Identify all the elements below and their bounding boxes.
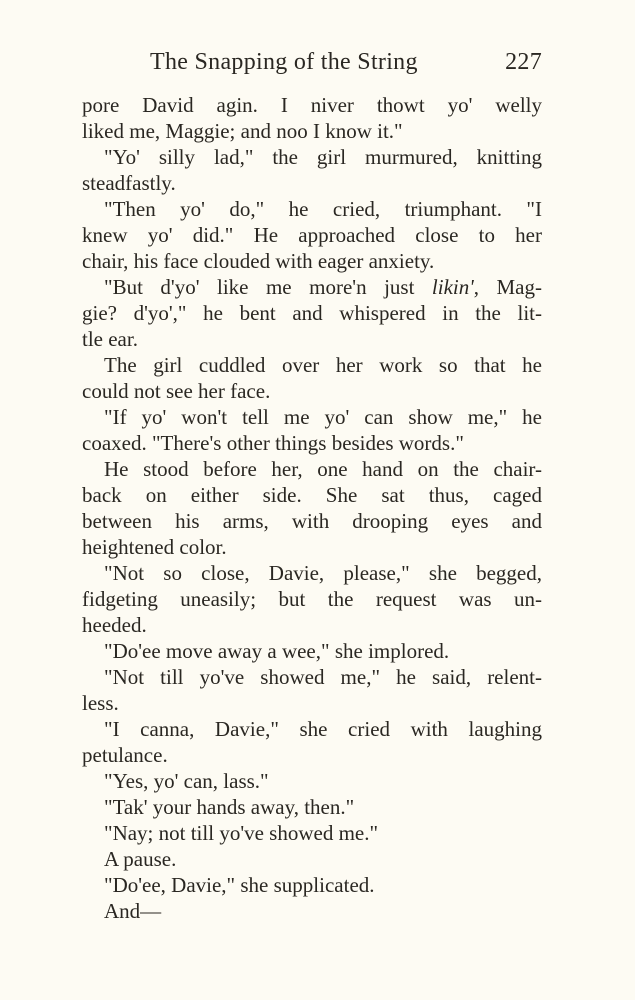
text-line: "Then yo' do," he cried, triumphant. "I: [104, 197, 542, 221]
text-line: "Not till yo've showed me," he said, relent-: [104, 665, 542, 689]
text-line: petulance.: [82, 743, 168, 767]
text-line: back on either side. She sat thus, caged: [82, 483, 542, 507]
text-line: pore David agin. I niver thowt yo' welly: [82, 93, 542, 117]
paragraph: [82, 768, 542, 794]
text-line: steadfastly.: [82, 171, 176, 195]
text-line: He stood before her, one hand on the chair-: [104, 457, 542, 481]
text-line: knew yo' did." He approached close to her: [82, 223, 542, 247]
text-line: "I canna, Davie," she cried with laughing: [104, 717, 542, 741]
paragraph: [82, 274, 542, 352]
text-line: chair, his face clouded with eager anxiety.: [82, 249, 435, 273]
text-line: "Yes, yo' can, lass.": [104, 769, 269, 793]
paragraph: [82, 898, 542, 924]
page-number: 227: [505, 49, 542, 75]
text-line: A pause.: [104, 847, 177, 871]
text-line: The girl cuddled over her work so that he: [104, 353, 542, 377]
text-line: "Tak' your hands away, then.": [104, 795, 355, 819]
text-line: "Do'ee, Davie," she supplicated.: [104, 873, 375, 897]
text-line: between his arms, with drooping eyes and: [82, 509, 542, 533]
text-line: "If yo' won't tell me yo' can show me," he: [104, 405, 542, 429]
text-line: And—: [104, 899, 162, 923]
paragraph: [82, 872, 542, 898]
text-line: "Nay; not till yo've showed me.": [104, 821, 379, 845]
paragraph: [82, 560, 542, 638]
paragraph: [82, 820, 542, 846]
running-title: The Snapping of the String: [150, 49, 418, 75]
running-head: [150, 44, 542, 80]
text-line: tle ear.: [82, 327, 138, 351]
body-text: [82, 92, 542, 924]
paragraph: [82, 716, 542, 768]
paragraph: [82, 664, 542, 716]
text-line: less.: [82, 691, 119, 715]
paragraph: [82, 144, 542, 196]
text-line: liked me, Maggie; and noo I know it.": [82, 119, 403, 143]
text-line: could not see her face.: [82, 379, 271, 403]
paragraph: [82, 404, 542, 456]
paragraph: [82, 846, 542, 872]
italic-word: likin': [431, 275, 474, 299]
paragraph: [82, 92, 542, 144]
text-line: "Yo' silly lad," the girl murmured, knitting: [104, 145, 542, 169]
paragraph: [82, 196, 542, 274]
text-line: "Not so close, Davie, please," she begged,: [104, 561, 542, 585]
paragraph: [82, 456, 542, 560]
text-line: gie? d'yo'," he bent and whispered in the lit-: [82, 301, 542, 325]
text-line: coaxed. "There's other things besides words.": [82, 431, 464, 455]
text-line: "But d'yo' like me more'n just likin', Mag-: [104, 275, 542, 299]
paragraph: [82, 638, 542, 664]
text-line: "Do'ee move away a wee," she implored.: [104, 639, 450, 663]
paragraph: [82, 794, 542, 820]
text-line: fidgeting uneasily; but the request was un-: [82, 587, 542, 611]
text-line: heightened color.: [82, 535, 227, 559]
paragraph: [82, 352, 542, 404]
text-line: heeded.: [82, 613, 147, 637]
